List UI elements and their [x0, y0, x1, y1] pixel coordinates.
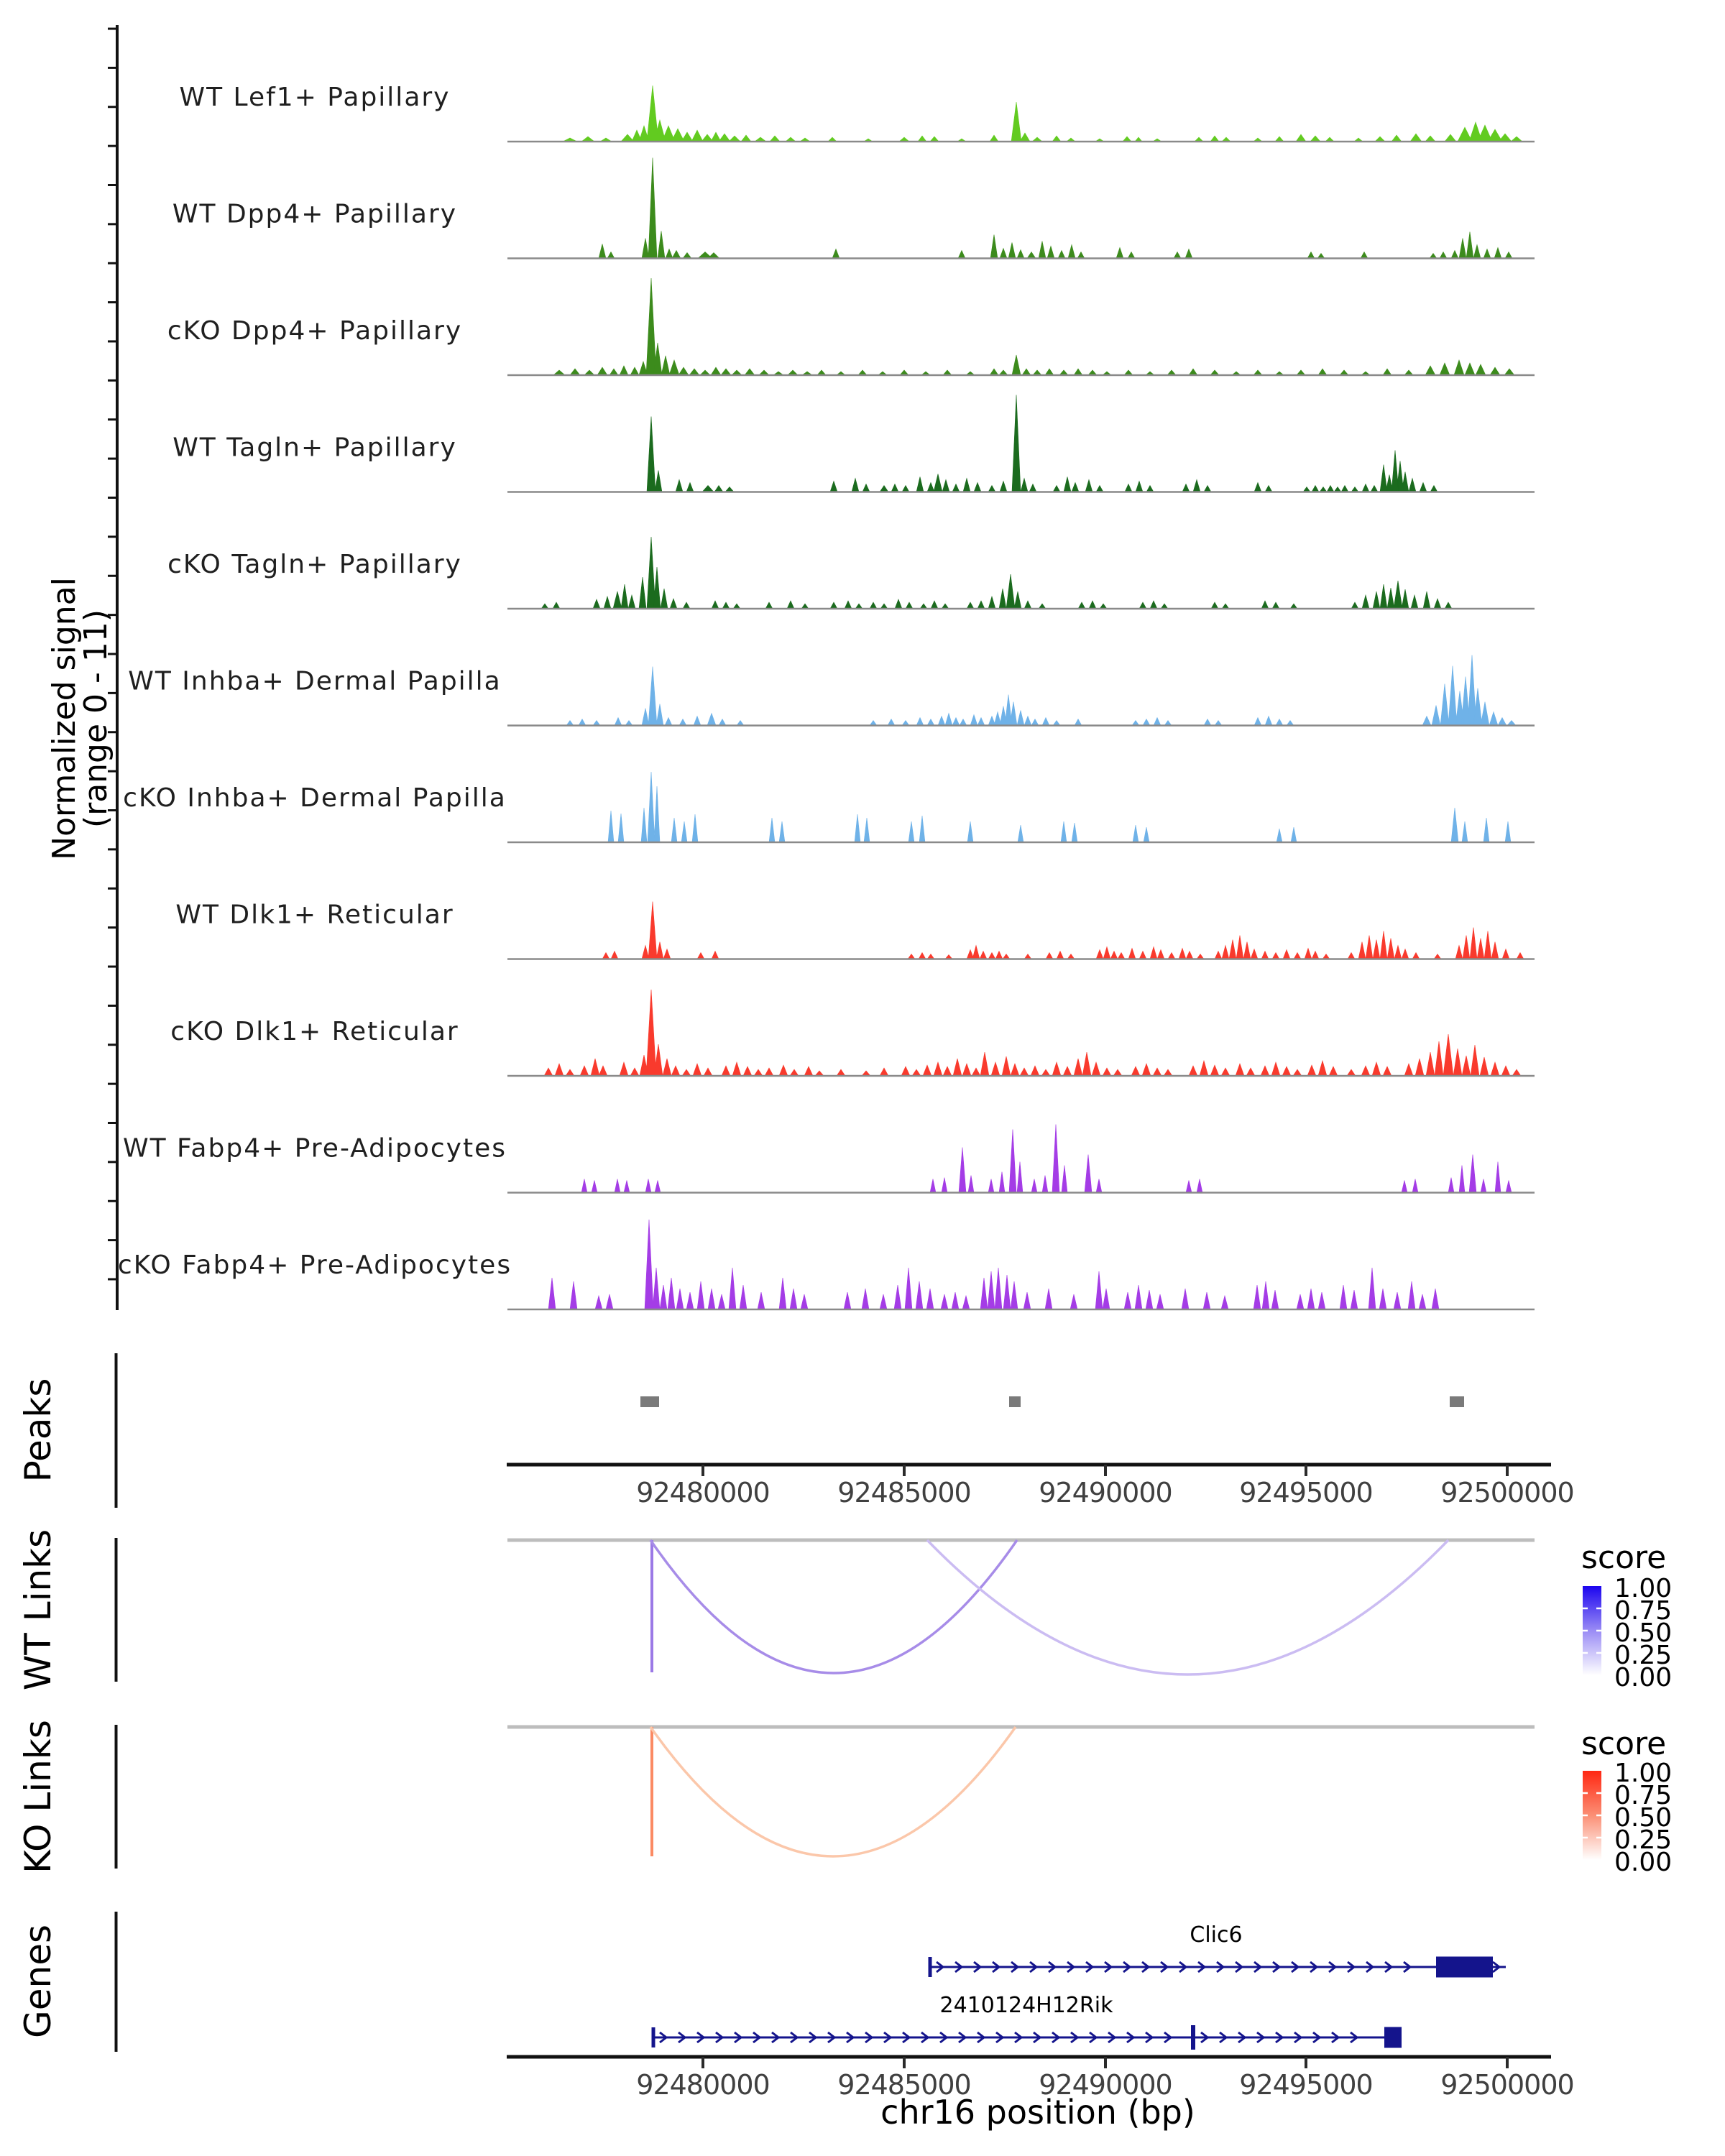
gene-name-label: Clic6 [1190, 1922, 1243, 1948]
ko-links-panel [507, 1727, 1535, 1856]
coverage-signal [530, 1220, 1535, 1309]
y-axis-label-line1: Normalized signal [46, 577, 83, 860]
legend-tick-label: 1.00 [1614, 1759, 1673, 1788]
peak-box [640, 1396, 659, 1407]
coverage-signal [530, 537, 1535, 609]
peak-box [1009, 1396, 1021, 1407]
coverage-signal [530, 655, 1535, 726]
genomic-axis-tick-label: 92490000 [1039, 1477, 1172, 1508]
genomic-axis-tick-label: 92500000 [1440, 2069, 1574, 2101]
peaks-track [640, 1396, 1464, 1407]
x-axis-title: chr16 position (bp) [880, 2093, 1195, 2132]
coverage-signal [530, 990, 1535, 1076]
gene-internal-exon [1191, 2025, 1195, 2050]
track-label: WT Dlk1+ Reticular [175, 900, 454, 930]
wt-links-section-label: WT Links [17, 1529, 59, 1691]
genomic-axis-tick-label: 92485000 [837, 2069, 971, 2101]
gene-exon-box [1384, 2027, 1402, 2048]
wt-links-panel [507, 1540, 1535, 1674]
gene-name-label: 2410124H12Rik [939, 1993, 1113, 2018]
link-arc [650, 1727, 1016, 1856]
coverage-signal [530, 772, 1535, 842]
gene-start-marker [652, 2027, 656, 2047]
legend-tick-label: 0.50 [1614, 1618, 1673, 1648]
legend-tick-label: 0.50 [1614, 1803, 1673, 1833]
genomic-axis-tick-label: 92480000 [636, 1477, 770, 1508]
track-label: WT Fabp4+ Pre-Adipocytes [123, 1133, 507, 1164]
peak-box [1450, 1396, 1464, 1407]
genomic-axis-tick-label: 92480000 [636, 2069, 770, 2101]
track-label: WT Inhba+ Dermal Papilla [128, 666, 502, 696]
genomic-axis-tick-label: 92485000 [837, 1477, 971, 1508]
coverage-signal [530, 278, 1535, 375]
ko-links-section-label: KO Links [17, 1720, 59, 1874]
link-arc [650, 1540, 1017, 1673]
track-label: cKO Tagln+ Papillary [167, 550, 462, 579]
gene-start-marker [929, 1957, 932, 1977]
link-arc [927, 1540, 1448, 1674]
track-label: cKO Inhba+ Dermal Papilla [123, 783, 507, 813]
track-label: cKO Fabp4+ Pre-Adipocytes [117, 1250, 512, 1280]
gene-annotation-track [652, 1922, 1506, 2050]
track-label: WT Lef1+ Papillary [179, 83, 451, 112]
legend-tick-label: 0.00 [1614, 1663, 1673, 1692]
legend-tick-label: 0.25 [1614, 1641, 1673, 1670]
genomic-axis-tick-label: 92495000 [1239, 2069, 1373, 2101]
coverage-signal [530, 86, 1535, 142]
coverage-signal [530, 158, 1535, 259]
legend-tick-label: 0.75 [1614, 1781, 1673, 1810]
y-axis-label-line2: (range 0 - 11) [78, 609, 114, 829]
genomic-axis-tick-label: 92500000 [1440, 1477, 1574, 1508]
ko-score-legend-title: score [1581, 1726, 1667, 1762]
wt-score-legend-title: score [1581, 1539, 1667, 1576]
coverage-signal [530, 1125, 1535, 1193]
coverage-signal [530, 395, 1535, 492]
track-label: WT Dpp4+ Papillary [172, 199, 458, 229]
genes-section-label: Genes [17, 1924, 59, 2039]
legend-tick-label: 0.75 [1614, 1596, 1673, 1626]
peaks-section-label: Peaks [17, 1378, 59, 1483]
legend-tick-label: 1.00 [1614, 1574, 1673, 1603]
signal-tracks [118, 83, 1535, 1309]
genomic-axis-tick-label: 92490000 [1039, 2069, 1172, 2101]
gene-exon-box [1436, 1957, 1493, 1978]
coverage-signal [530, 902, 1535, 959]
track-label: cKO Dlk1+ Reticular [170, 1017, 459, 1046]
track-label: WT Tagln+ Papillary [172, 433, 457, 463]
legend-tick-label: 0.00 [1614, 1848, 1673, 1877]
legend-tick-label: 0.25 [1614, 1825, 1673, 1855]
genomic-axis-tick-label: 92495000 [1239, 1477, 1373, 1508]
track-label: cKO Dpp4+ Papillary [167, 316, 463, 346]
